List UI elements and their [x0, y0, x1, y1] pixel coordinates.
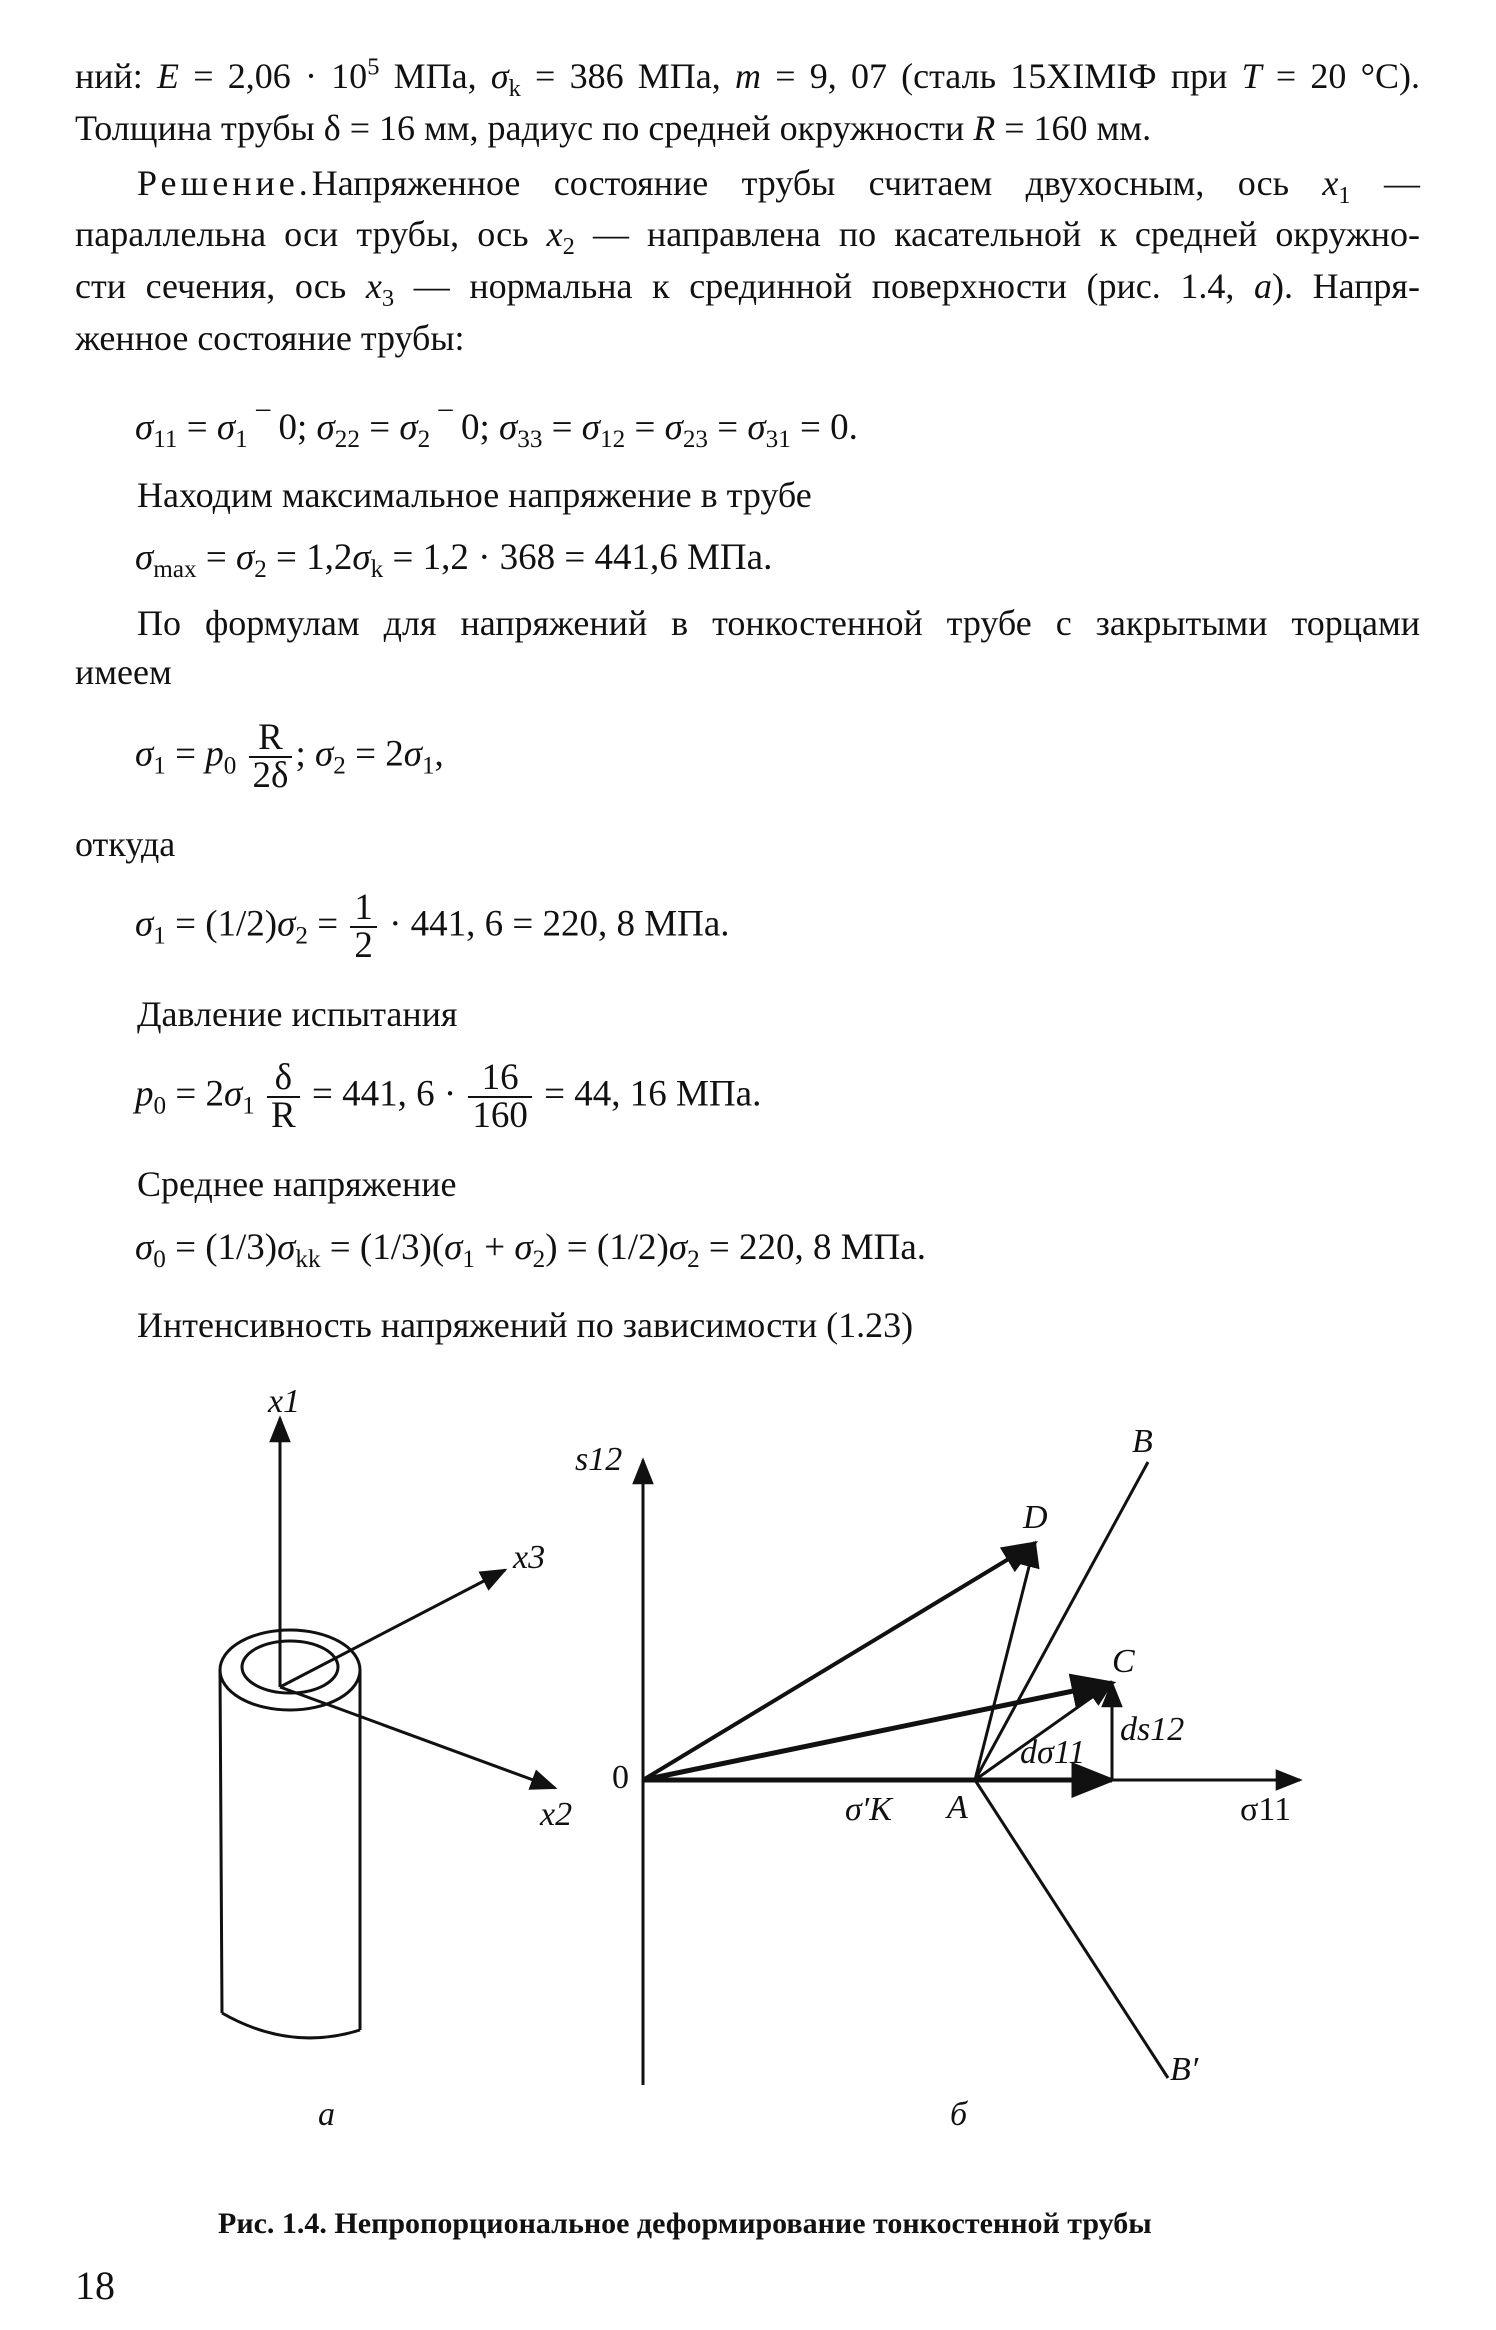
label-C: C [1112, 1643, 1135, 1680]
label-origin: 0 [612, 1759, 629, 1796]
label-sigma11: σ11 [1240, 1791, 1292, 1828]
equation-sigma-max: $\sigma_{max} = \sigma_2 = 1,2\sigma_k = 1,2 \cdot 368 = 441,6$ МПа. [135, 537, 773, 584]
label-A: A [947, 1789, 968, 1826]
sublabel-b: б [950, 2096, 968, 2133]
text-line-p2-4: женное состояние трубы: [75, 318, 465, 358]
line-AB-prime [975, 1780, 1168, 2078]
text-line-p6: Давление испытания [137, 994, 458, 1034]
sublabel-a: а [318, 2096, 335, 2133]
equation-sigma1: $\sigma_1 = (1/2)\sigma_2$ = $\frac{1}{2}$ · 441, 6 = 220, 8 МПа. [135, 887, 730, 966]
axis-x2-line [280, 1687, 555, 1788]
label-x3: x3 [513, 1539, 546, 1576]
label-sigmaK: σ′K [845, 1791, 892, 1828]
text-line-p8: Интенсивность напряжений по зависимости (1.23) [137, 1305, 914, 1345]
cylinder-left-edge [220, 1670, 222, 2013]
figure-caption: Рис. 1.4. Непропорциональное деформирование тонкостенной трубы [218, 2207, 1152, 2240]
text-line-p3: Находим максимальное напряжение в трубе [137, 475, 812, 515]
text-line-p2-3: сти сечения, ось $x_3$ — нормальна к срединной поверхности (рис. 1.4, а). Напря- [75, 266, 1420, 312]
equation-thin-wall: $\sigma_1 = p_0$ $\frac{R}{2\delta}$ ; $\sigma_2 = 2\sigma_1$, [135, 717, 444, 796]
equation-mean-stress: $\sigma_0 = (1/3)\sigma_{kk} = (1/3)(\sigma_1 + \sigma_2) = (1/2)\sigma_2 = 220$, 8 МПа. [135, 1227, 927, 1274]
text-p2-1-rest: Напряженное состояние трубы считаем двухосным, ось $x_1$ — [311, 163, 1420, 209]
label-B: B [1132, 1423, 1153, 1460]
cylinder-bottom-arc [222, 2013, 360, 2038]
label-x2: x2 [540, 1796, 573, 1833]
text-line-p1-1: ний: $E = 2,06 \cdot 10^5$ МПа, $\sigma_k = 386$ МПа, m = 9, 07 (сталь 15ХIМIФ при T = 20 °С). [75, 53, 1420, 102]
text-line-p2-1 [137, 159, 1420, 207]
text-line-p7: Среднее напряжение [137, 1164, 457, 1204]
solution-lead: Решение. [137, 163, 312, 203]
label-dsigma11: dσ11 [1020, 1734, 1086, 1771]
text-line-p2-2: параллельна оси трубы, ось $x_2$ — направлена по касательной к средней окружно- [75, 214, 1420, 260]
page-number: 18 [75, 2263, 115, 2308]
text-line-p1-2: Толщина трубы δ = 16 мм, радиус по средней окружности R = 160 мм. [75, 108, 1152, 148]
text-line-p4-2: имеем [75, 652, 172, 692]
equation-test-pressure: $p_0 = 2\sigma_1$ $\frac{\delta}{R}$ = 441, 6 · $\frac{16}{160}$ = 44, 16 МПа. [135, 1057, 762, 1136]
label-B-prime: B′ [1170, 2051, 1199, 2088]
cylinder-top-inner [242, 1641, 338, 1693]
axis-x3-line [280, 1570, 505, 1687]
label-ds12: ds12 [1120, 1711, 1185, 1748]
stress-diagram [643, 1460, 1300, 2085]
label-D: D [1023, 1499, 1048, 1536]
label-x1: x1 [268, 1383, 301, 1420]
label-s12: s12 [575, 1441, 623, 1478]
figure-1-4 [0, 1380, 1496, 2180]
cylinder-drawing [220, 1418, 555, 2038]
text-line-p4-1: По формулам для напряжений в тонкостенной трубе с закрытыми торцами [137, 603, 1420, 643]
equation-stress-state: $\sigma_{11} = \sigma_1$ ‾ 0; $\sigma_{22} = \sigma_2$ ‾ 0; $\sigma_{33} = \sigma_{12} = \sigma_{23} = \sigma_{31} = 0$. [135, 407, 858, 454]
vector-OD [643, 1543, 1035, 1780]
text-line-p5: откуда [75, 824, 176, 864]
